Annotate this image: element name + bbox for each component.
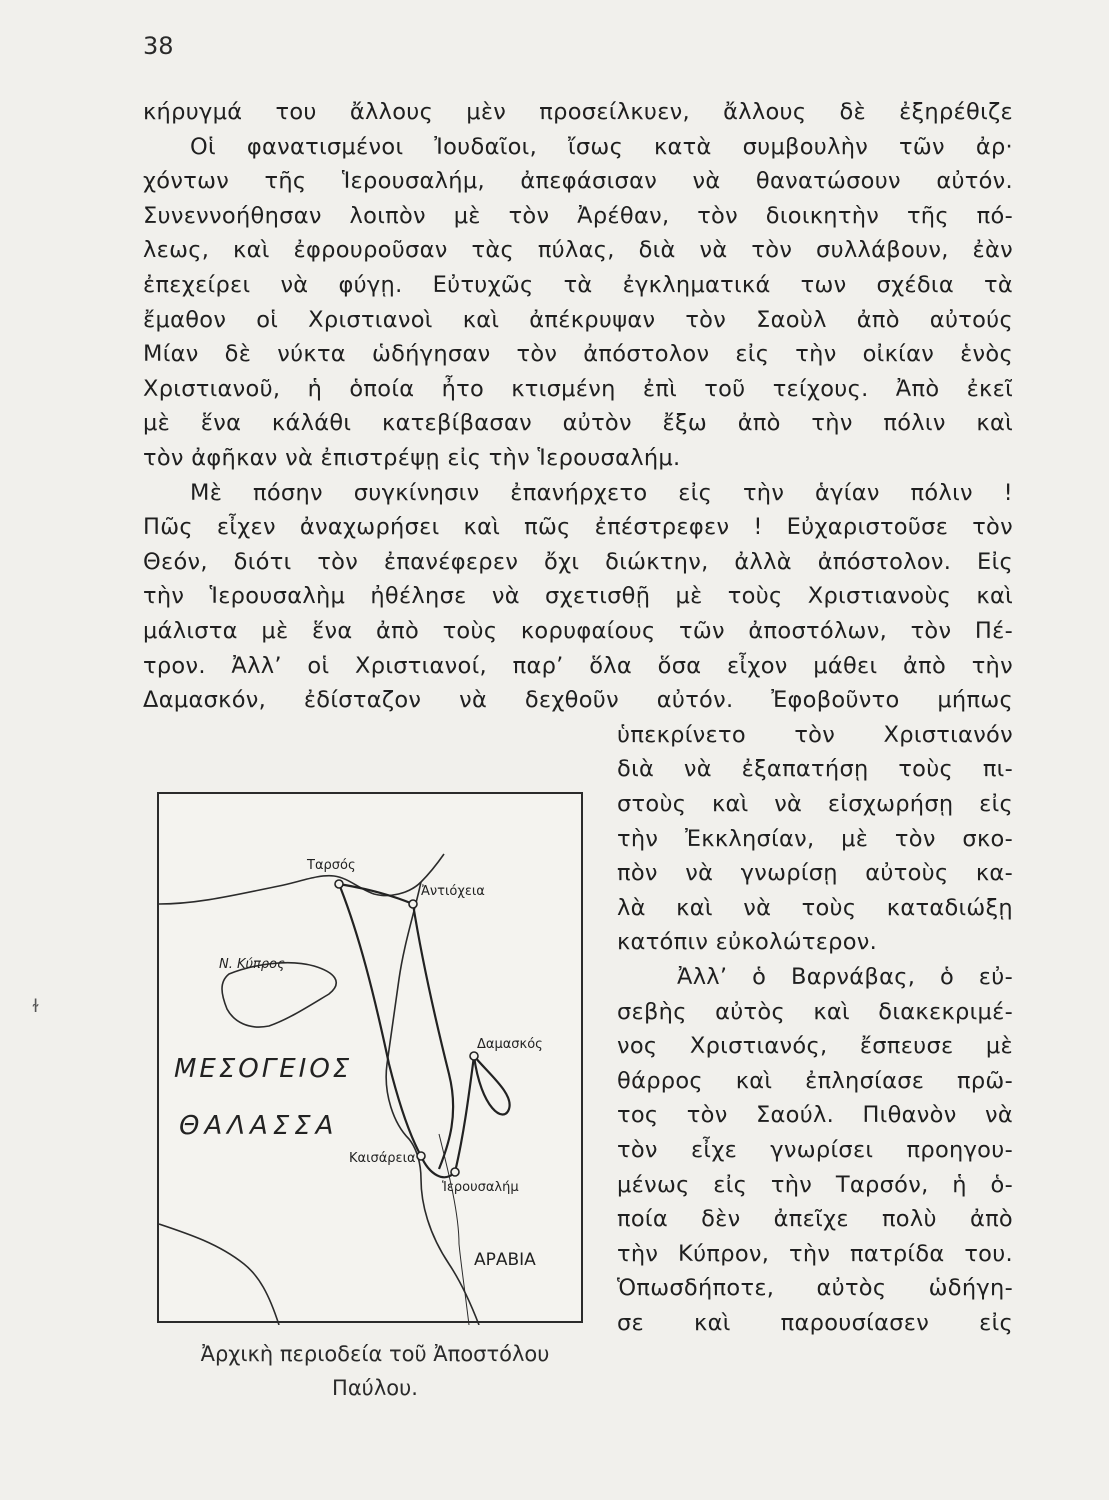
cyprus-label: Ν. Κύπρος <box>219 957 285 972</box>
text-line: Δαμασκόν, ἐδίσταζον νὰ δεχθοῦν αὐτόν. Ἐφοβοῦντο μήπως <box>143 687 1013 714</box>
route-antioch-south <box>413 904 453 1169</box>
coastline-north <box>159 854 444 904</box>
route-tarsus-south <box>339 884 421 1156</box>
column-text-line: κατόπιν εὐκολώτερον. <box>617 929 878 956</box>
jerusalem-label: Ἱερουσαλήμ <box>442 1180 519 1195</box>
column-text-line: νος Χριστιανός, ἔσπευσε μὲ <box>617 1033 1013 1060</box>
antioch-point <box>409 900 417 908</box>
column-text-line: σε καὶ παρουσίασεν εἰς <box>617 1310 1013 1336</box>
sea-label-line2: ΘΑΛΑΣΣΑ <box>179 1111 339 1141</box>
route-damascus-loop <box>474 1056 510 1115</box>
sea-label-line1: ΜΕΣΟΓΕΙΟΣ <box>174 1054 353 1084</box>
column-text-line: πὸν νὰ γνωρίσῃ αὐτοὺς κα- <box>617 860 1013 887</box>
text-line: μάλιστα μὲ ἕνα ἀπὸ τοὺς κορυφαίους τῶν ἀποστόλων, τὸν Πέ- <box>143 618 1013 644</box>
damascus-point <box>470 1052 478 1060</box>
text-line: Συνεννοήθησαν λοιπὸν μὲ τὸν Ἀρέθαν, τὸν διοικητὴν τῆς πό- <box>143 202 1013 229</box>
arabia-label: ΑΡΑΒΙΑ <box>474 1250 536 1270</box>
jordan-river <box>439 1134 469 1325</box>
cyprus-outline <box>222 963 336 1027</box>
column-text-line: μένως εἰς τὴν Ταρσόν, ἡ ὁ- <box>617 1171 1013 1198</box>
tarsus-point <box>335 880 343 888</box>
route-map <box>157 792 583 1323</box>
text-line: Μίαν δὲ νύκτα ὡδήγησαν τὸν ἀπόστολον εἰς τὴν οἰκίαν ἑνὸς <box>143 341 1013 368</box>
column-text-line: στοὺς καὶ νὰ εἰσχωρήσῃ εἰς <box>617 791 1013 817</box>
text-line: λεως, καὶ ἐφρουροῦσαν τὰς πύλας, διὰ νὰ τὸν συλλάβουν, ἐὰν <box>143 237 1013 264</box>
antioch-label: Ἀντιόχεια <box>421 884 485 899</box>
text-line: τρον. Ἀλλ’ οἱ Χριστιανοί, παρ’ ὅλα ὅσα εἶχον μάθει ἀπὸ τὴν <box>143 652 1013 679</box>
text-line: Χριστιανοῦ, ἡ ὁποία ἦτο κτισμένη ἐπὶ τοῦ τείχους. Ἀπὸ ἐκεῖ <box>143 375 1013 402</box>
column-text-line: ποία δὲν ἀπεῖχε πολὺ ἀπὸ <box>617 1206 1013 1233</box>
caesarea-point <box>417 1152 425 1160</box>
column-text-line: Ἀλλ’ ὁ Βαρνάβας, ὁ εὐ- <box>677 964 1013 990</box>
caesarea-label: Καισάρεια <box>349 1151 416 1166</box>
tarsus-label: Ταρσός <box>307 858 356 873</box>
column-text-line: τὴν Ἐκκλησίαν, μὲ τὸν σκο- <box>617 825 1013 852</box>
text-line: τὴν Ἱερουσαλὴμ ἠθέλησε νὰ σχετισθῇ μὲ τοὺς Χριστιανοὺς καὶ <box>143 583 1013 610</box>
column-text-line: τὸν εἶχε γνωρίσει προηγου- <box>617 1137 1013 1163</box>
map-drawing <box>159 794 585 1325</box>
margin-mark: ɫ <box>32 996 40 1017</box>
column-text-line: διὰ νὰ ἐξαπατήσῃ τοὺς πι- <box>617 756 1013 783</box>
column-text-line: τὴν Κύπρον, τὴν πατρίδα του. <box>617 1240 1013 1267</box>
column-text-line: τος τὸν Σαούλ. Πιθανὸν νὰ <box>617 1102 1013 1129</box>
damascus-label: Δαμασκός <box>477 1037 543 1052</box>
text-line: κήρυγμά του ἄλλους μὲν προσείλκυεν, ἄλλους δὲ ἐξηρέθιζε <box>143 99 1013 125</box>
jerusalem-point <box>451 1168 459 1176</box>
text-line: τὸν ἀφῆκαν νὰ ἐπιστρέψῃ εἰς τὴν Ἱερουσαλήμ. <box>143 445 681 471</box>
column-text-line: σεβὴς αὐτὸς καὶ διακεκριμέ- <box>617 998 1013 1025</box>
text-line: Θεόν, διότι τὸν ἐπανέφερεν ὄχι διώκτην, ἀλλὰ ἀπόστολον. Εἰς <box>143 548 1013 575</box>
column-text-line: Ὁπωσδήποτε, αὐτὸς ὡδήγη- <box>617 1275 1013 1302</box>
text-line: Μὲ πόσην συγκίνησιν ἐπανήρχετο εἰς τὴν ἁγίαν πόλιν ! <box>190 479 1013 506</box>
page-number: 38 <box>143 32 174 60</box>
text-line: Οἱ φανατισμένοι Ἰουδαῖοι, ἴσως κατὰ συμβουλὴν τῶν ἀρ· <box>190 133 1013 160</box>
map-caption-line2: Παύλου. <box>332 1376 418 1400</box>
text-line: ἔμαθον οἱ Χριστιανοὶ καὶ ἀπέκρυψαν τὸν Σαοὺλ ἀπὸ αὐτούς <box>143 306 1013 333</box>
text-line: χόντων τῆς Ἱερουσαλήμ, ἀπεφάσισαν νὰ θανατώσουν αὐτόν. <box>143 168 1013 195</box>
column-text-line: ὑπεκρίνετο τὸν Χριστιανόν <box>617 721 1013 748</box>
coastline-south <box>159 1224 279 1325</box>
text-line: μὲ ἕνα κάλάθι κατεβίβασαν αὐτὸν ἔξω ἀπὸ τὴν πόλιν καὶ <box>143 410 1013 437</box>
column-text-line: θάρρος καὶ ἐπλησίασε πρῶ- <box>617 1067 1013 1094</box>
route-jerusalem-damascus <box>455 1056 474 1172</box>
column-text-line: λὰ καὶ νὰ τοὺς καταδιώξῃ <box>617 894 1013 921</box>
text-line: Πῶς εἶχεν ἀναχωρήσει καὶ πῶς ἐπέστρεφεν ! Εὐχαριστοῦσε τὸν <box>143 514 1013 541</box>
route-caesarea-jerusalem <box>421 1156 455 1177</box>
text-line: ἐπεχείρει νὰ φύγῃ. Εὐτυχῶς τὰ ἐγκληματικά των σχέδια τὰ <box>143 272 1013 298</box>
map-caption-line1: Ἀρχικὴ περιοδεία τοῦ Ἀποστόλου <box>200 1342 550 1366</box>
